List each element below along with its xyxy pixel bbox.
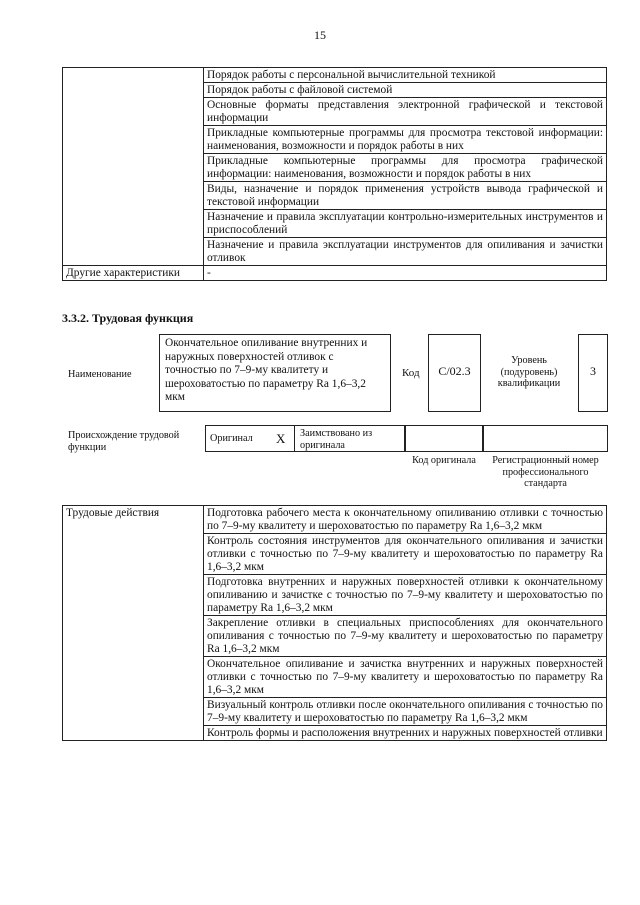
other-characteristics-value: -	[204, 266, 607, 281]
code-original-label: Код оригинала	[412, 455, 476, 466]
table-cell: Основные форматы представления электронной графической и текстовой информации	[204, 98, 607, 126]
function-name-box: Окончательное опиливание внутренних и наружных поверхностей отливок с точностью по 7–9-му квалитету и шероховатостью по параметру Ra 1,6–3,2 мкм	[159, 334, 391, 412]
table-row	[63, 506, 607, 534]
name-label: Наименование	[68, 369, 132, 380]
reg-number-label: Регистрационный номер профессионального стандарта	[492, 455, 599, 489]
table-cell: Визуальный контроль отливки после окончательного опиливания с точностью по 7–9-му квалитету и шероховатостью по параметру Ra 1,6–3,2 мкм	[204, 698, 607, 726]
code-label: Код	[402, 367, 420, 379]
labor-actions-label: Трудовые действия	[63, 506, 204, 741]
table-cell: Виды, назначение и порядок применения устройств вывода графической и текстовой информации	[204, 182, 607, 210]
table-cell: Прикладные компьютерные программы для просмотра текстовой информации: наименования, возможности и порядок работы в них	[204, 126, 607, 154]
table-cell: Порядок работы с файловой системой	[204, 83, 607, 98]
code-original-box	[405, 425, 483, 452]
table-cell: Назначение и правила эксплуатации инструментов для опиливания и зачистки отливок	[204, 238, 607, 266]
page-number: 15	[314, 28, 326, 42]
table-cell: Закрепление отливки в специальных приспособлениях для окончательного опиливания с точностью по 7–9-му квалитету и шероховатостью по параметру Ra 1,6–3,2 мкм	[204, 616, 607, 657]
table-cell: Окончательное опиливание и зачистка внутренних и наружных поверхностей отливки с точностью по 7–9-му квалитету и шероховатостью по параметру Ra 1,6–3,2 мкм	[204, 657, 607, 698]
table-row	[63, 68, 607, 83]
qualification-level-label: Уровень (подуровень) квалификации	[497, 355, 561, 389]
origin-label: Происхождение трудовой функции	[68, 430, 180, 453]
table-cell: Назначение и правила эксплуатации контрольно-измерительных инструментов и приспособлений	[204, 210, 607, 238]
labor-actions-table	[62, 505, 607, 741]
reg-number-box	[483, 425, 608, 452]
table-cell: Прикладные компьютерные программы для просмотра графической информации: наименования, возможности и порядок работы в них	[204, 154, 607, 182]
qualification-level-box: 3	[578, 334, 608, 412]
table-row	[63, 266, 607, 281]
knowledge-table	[62, 67, 607, 281]
table-cell: Контроль формы и расположения внутренних и наружных поверхностей отливки	[204, 726, 607, 741]
table-cell: Подготовка рабочего места к окончательному опиливанию отливки с точностью по 7–9-му квалитету и шероховатостью по параметру Ra 1,6–3,2 мкм	[204, 506, 607, 534]
borrowed-box: Заимствовано из оригинала	[294, 425, 405, 452]
original-label: Оригинал	[210, 433, 253, 444]
code-box: С/02.3	[428, 334, 481, 412]
original-mark: X	[276, 431, 286, 446]
table-cell: Подготовка внутренних и наружных поверхностей отливки к окончательному опиливанию и зачистке с точностью по 7–9-му квалитету и шероховатостью по параметру Ra 1,6–3,2 мкм	[204, 575, 607, 616]
table-cell: Контроль состояния инструментов для окончательного опиливания и зачистки отливки с точностью по 7–9-му квалитету и шероховатостью по параметру Ra 1,6–3,2 мкм	[204, 534, 607, 575]
other-characteristics-label: Другие характеристики	[63, 266, 204, 281]
table-cell: Порядок работы с персональной вычислительной техникой	[204, 68, 607, 83]
section-title: 3.3.2. Трудовая функция	[62, 311, 194, 325]
table-cell-empty	[63, 68, 204, 266]
